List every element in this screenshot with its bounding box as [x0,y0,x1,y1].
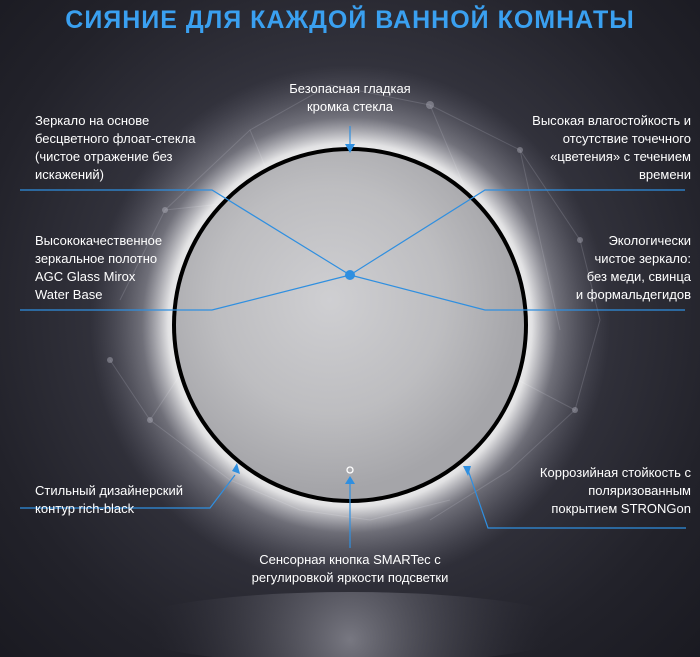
page-title: СИЯНИЕ ДЛЯ КАЖДОЙ ВАННОЙ КОМНАТЫ [65,6,635,34]
floor-reflection [120,592,580,657]
label-edge: Безопасная гладкая кромка стекла [289,81,411,114]
label-contour: Стильный дизайнерский контур rich-black [35,483,184,516]
center-point [345,270,355,280]
label-float-glass: Зеркало на основе бесцветного флоат-стекла (чистое отражение без искажений) [35,113,196,182]
label-agc: Высококачественное зеркальное полотно AGC Glass Mirox Water Base [35,233,163,302]
label-corrosion: Коррозийная стойкость с поляризованным покрытием STRONGon [539,465,691,516]
label-moisture: Высокая влагостойкость и отсутствие точечного «цветения» с течением времени [532,113,691,182]
label-eco: Экологически чистое зеркало: без меди, свинца и формальдегидов [575,233,691,302]
label-sensor: Сенсорная кнопка SMARTec с регулировкой яркости подсветки [251,552,449,585]
round-mirror [174,149,526,501]
